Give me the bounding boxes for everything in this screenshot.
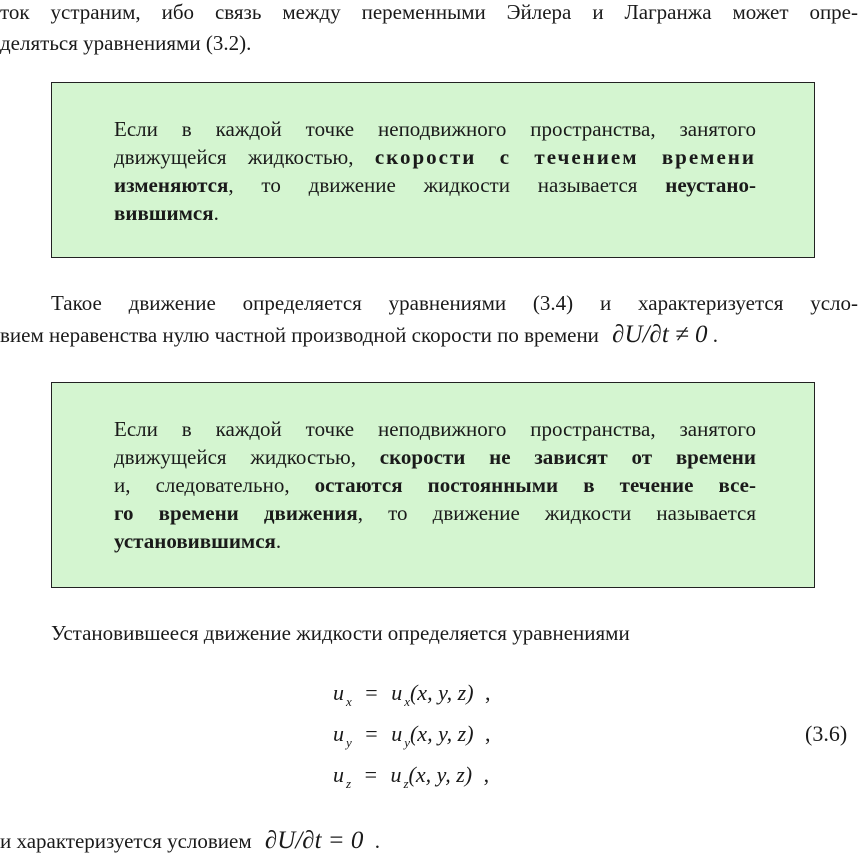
definition-box-steady	[51, 382, 815, 588]
box1-line-2-text: движущейся жидкостью,	[114, 145, 375, 169]
eq-z-rhs: u	[390, 762, 402, 787]
box2-line-3	[114, 471, 756, 499]
equation-number: (3.6)	[805, 721, 848, 746]
equation-row-x	[333, 680, 491, 710]
eq-z-comma: ,	[483, 762, 490, 787]
eq-y-lhs-sub: y	[346, 735, 352, 750]
equation-row-z	[333, 762, 489, 792]
box1-line-2	[114, 143, 756, 171]
eq-x-comma: ,	[485, 680, 491, 705]
box2-line-3-bold: остаются постоянными в течение все-	[314, 473, 756, 497]
box2-line-5-bold: установившимся	[114, 529, 276, 553]
box1-line-3	[114, 171, 756, 199]
inequality-formula: ∂U/∂t ≠ 0	[612, 321, 708, 348]
paragraph-4-period: .	[374, 829, 380, 853]
box2-line-5	[114, 527, 756, 555]
box2-line-4-bold: го времени движения	[114, 501, 358, 525]
paragraph-2-line-1: Такое движение определяется уравнениями (3.4) и характеризуется усло-	[51, 291, 858, 315]
eq-z-lhs-sub: z	[346, 776, 352, 791]
box1-line-4	[114, 199, 756, 227]
paragraph-3-line-1: Установившееся движение жидкости определяется уравнениями	[51, 621, 630, 645]
definition-box-unsteady	[51, 82, 815, 258]
steady-condition-formula: ∂U/∂t = 0	[264, 827, 364, 854]
paragraph-1-line-1: ток устраним, ибо связь между переменными Эйлера и Лагранжа может опре-	[0, 0, 858, 24]
box2-line-3-text: и, следовательно,	[114, 473, 315, 497]
paragraph-2-period: .	[712, 323, 719, 347]
eq-z-lhs: u	[333, 762, 344, 787]
paragraph-2-line-2-text: вием неравенства нулю частной производной скорости по времени	[0, 323, 599, 347]
eq-y-lhs: u	[333, 721, 344, 746]
paragraph-4-line-1	[0, 828, 380, 854]
eq-y-rhs: u	[391, 721, 403, 746]
eq-x-rhs-sub: x	[404, 694, 410, 709]
box2-line-2-bold: скорости не зависят от времени	[379, 445, 757, 469]
box1-line-3-bold-b: неустано-	[665, 173, 756, 197]
eq-x-args: (x, y, z)	[409, 680, 474, 705]
box2-line-2	[114, 443, 756, 471]
eq-x-lhs-sub: x	[346, 694, 352, 709]
box2-line-1: Если в каждой точке неподвижного пространства, занятого	[114, 417, 756, 441]
eq-z-equals: =	[364, 762, 377, 787]
box1-line-3-text: , то движение жидкости называется	[228, 173, 666, 197]
eq-y-equals: =	[365, 721, 378, 746]
box1-line-3-bold-a: изменяются	[114, 173, 229, 197]
paragraph-1-line-2: деляться уравнениями (3.2).	[0, 31, 252, 55]
paragraph-4-text: и характеризуется условием	[0, 829, 252, 853]
eq-y-rhs-sub: y	[404, 735, 410, 750]
eq-y-args: (x, y, z)	[409, 721, 474, 746]
box2-line-4-text: , то движение жидкости называется	[357, 501, 757, 525]
box2-line-2-text: движущейся жидкостью,	[114, 445, 380, 469]
eq-x-equals: =	[365, 680, 378, 705]
box1-line-2-bold: скорости с течением времени	[374, 145, 756, 169]
eq-x-rhs: u	[391, 680, 403, 705]
equation-row-y	[333, 721, 491, 751]
box1-line-4-text: .	[213, 201, 219, 225]
eq-z-rhs-sub: z	[403, 776, 409, 791]
paragraph-2-line-2	[0, 322, 718, 348]
box1-line-1: Если в каждой точке неподвижного пространства, занятого	[114, 117, 756, 141]
eq-x-lhs: u	[333, 680, 344, 705]
eq-y-comma: ,	[485, 721, 491, 746]
eq-z-args: (x, y, z)	[408, 762, 473, 787]
box2-line-5-text: .	[275, 529, 282, 553]
box1-line-4-bold: вившимся	[114, 201, 214, 225]
box2-line-4	[114, 499, 756, 527]
